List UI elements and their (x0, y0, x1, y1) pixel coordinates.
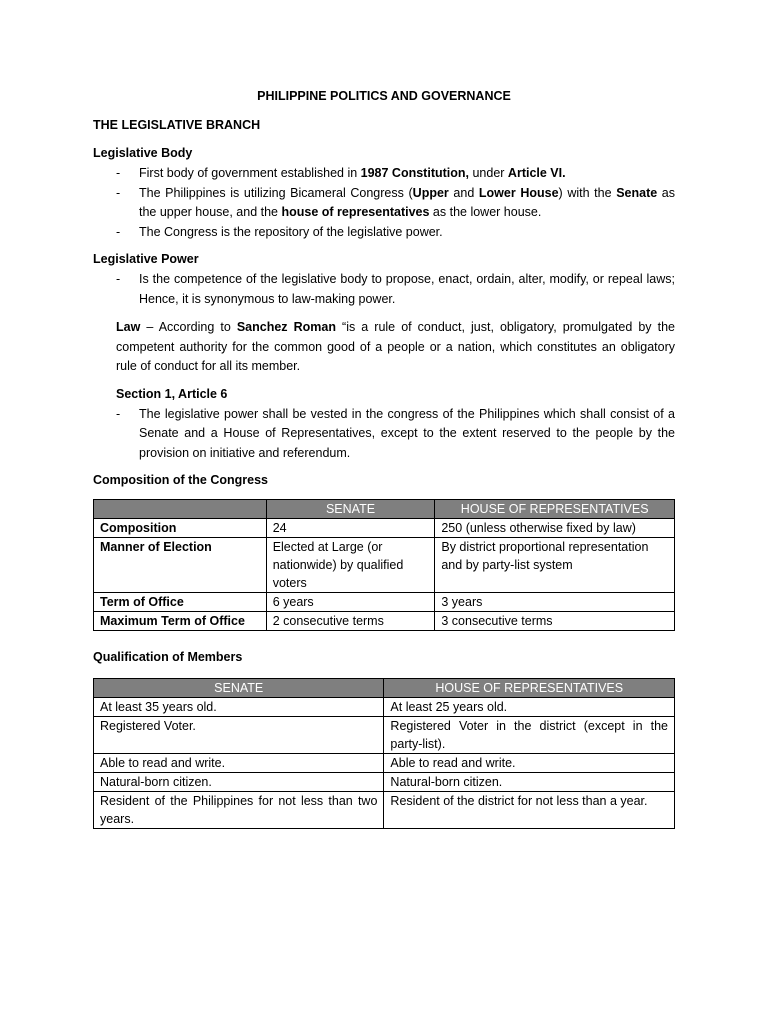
section-heading-legislative-branch: THE LEGISLATIVE BRANCH (93, 118, 261, 132)
spacer (93, 631, 675, 649)
senate-cell: 24 (266, 519, 435, 538)
table-header-cell: HOUSE OF REPRESENTATIVES (384, 679, 675, 698)
house-cell: 3 consecutive terms (435, 612, 675, 631)
senate-cell: Resident of the Philippines for not less than two years. (94, 792, 384, 829)
house-cell: Resident of the district for not less than a year. (384, 792, 675, 829)
bold-text: Upper (412, 185, 449, 200)
table-header-cell: HOUSE OF REPRESENTATIVES (435, 500, 675, 519)
senate-cell: Able to read and write. (94, 754, 384, 773)
law-definition (116, 318, 675, 377)
document-title: PHILIPPINE POLITICS AND GOVERNANCE (257, 89, 511, 103)
list-item (93, 164, 675, 184)
heading-qualification: Qualification of Members (93, 650, 243, 664)
heading-composition: Composition of the Congress (93, 473, 268, 487)
list-item: - The legislative power shall be vested in the congress of the Philippines which shall consist of a Senate and a House of Representatives, except to the extent reserved to the people by the provision on initiative and referendum. (93, 405, 675, 464)
text: and (448, 185, 479, 200)
bold-text: 1987 Constitution, (360, 166, 469, 180)
text: ) with the (558, 185, 617, 200)
table-row (94, 698, 675, 717)
section-list (93, 405, 675, 464)
bold-text: Sanchez Roman (236, 320, 336, 334)
house-cell: At least 25 years old. (384, 698, 675, 717)
house-cell: Registered Voter in the district (except in the party-list). (384, 717, 675, 754)
qualification-table (93, 678, 675, 829)
heading-legislative-power: Legislative Power (93, 252, 199, 266)
bold-text: Senate (616, 185, 658, 200)
text: First body of government established in (139, 166, 361, 180)
text: – According to (140, 320, 237, 334)
legislative-power-list (93, 270, 675, 309)
senate-cell: Registered Voter. (94, 717, 384, 754)
table-header-row (94, 500, 675, 519)
heading-legislative-body: Legislative Body (93, 146, 193, 160)
table-row (94, 754, 675, 773)
table-row (94, 538, 675, 593)
text: as the upper house, and the (139, 185, 676, 219)
legislative-body-list (93, 164, 675, 242)
composition-table (93, 499, 675, 631)
table-header-row (94, 679, 675, 698)
text: as the lower house. (429, 205, 542, 219)
table-row (94, 593, 675, 612)
senate-cell: 6 years (266, 593, 435, 612)
senate-cell: At least 35 years old. (94, 698, 384, 717)
row-label: Term of Office (94, 593, 267, 612)
heading-section-1-article-6: Section 1, Article 6 (116, 386, 228, 401)
row-label: Maximum Term of Office (94, 612, 267, 631)
text: “is a rule of conduct, just, obligatory, promulgated by the competent authority for the common good of a people or a nation, which constitutes an obligatory rule of conduct for all its member. (116, 320, 675, 373)
list-item (93, 184, 675, 223)
row-label: Manner of Election (94, 538, 267, 593)
list-item: - Is the competence of the legislative body to propose, enact, ordain, alter, modify, or repeal laws; Hence, it is synonymous to law-making power. (93, 270, 675, 309)
document-page (93, 88, 675, 829)
senate-cell: Natural-born citizen. (94, 773, 384, 792)
senate-cell: 2 consecutive terms (266, 612, 435, 631)
senate-cell: Elected at Large (or nationwide) by qualified voters (266, 538, 435, 593)
bold-text: house of representatives (281, 205, 430, 219)
house-cell: Natural-born citizen. (384, 773, 675, 792)
bold-text: Lower House (478, 185, 559, 200)
table-row (94, 773, 675, 792)
table-row (94, 519, 675, 538)
table-header-cell (94, 500, 267, 519)
list-item: - The Congress is the repository of the legislative power. (93, 223, 675, 243)
table-row (94, 792, 675, 829)
row-label: Composition (94, 519, 267, 538)
table-header-cell: SENATE (266, 500, 435, 519)
table-header-cell: SENATE (94, 679, 384, 698)
bold-text: Article VI. (507, 166, 566, 180)
text: The Philippines is utilizing Bicameral Congress ( (139, 185, 413, 200)
text: under (469, 166, 508, 180)
house-cell: Able to read and write. (384, 754, 675, 773)
house-cell: 250 (unless otherwise fixed by law) (435, 519, 675, 538)
house-cell: 3 years (435, 593, 675, 612)
table-row (94, 612, 675, 631)
house-cell: By district proportional representation and by party-list system (435, 538, 675, 593)
bold-text: Law (116, 320, 141, 334)
table-row (94, 717, 675, 754)
